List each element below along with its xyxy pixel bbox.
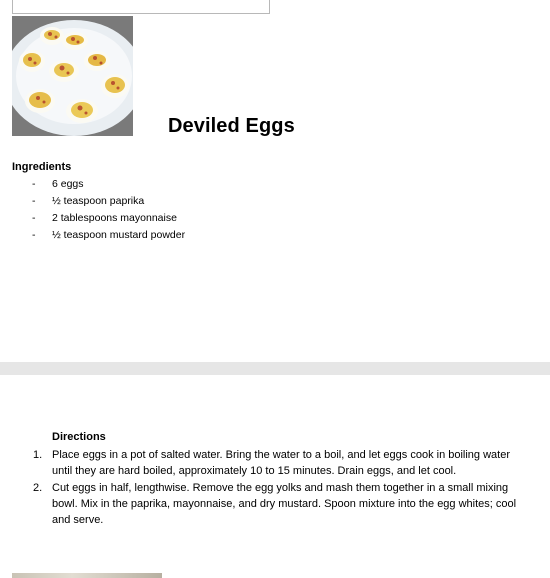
ingredient-text: ½ teaspoon paprika [52,195,145,207]
direction-step [0,480,550,528]
list-bullet: - [32,195,36,207]
list-bullet: - [32,212,36,224]
text-box-frame [12,0,270,14]
ingredient-text: 6 eggs [52,178,84,190]
deviled-eggs-photo [12,16,133,136]
page-break-gap [0,362,550,375]
step-text: Place eggs in a pot of salted water. Bring the water to a boil, and let eggs cook in boiling water until they are hard boiled, approximately 10 to 15 minutes. Drain eggs, and let cool. [52,449,510,477]
list-bullet: - [32,229,36,241]
step-text: Cut eggs in half, lengthwise. Remove the egg yolks and mash them together in a small mixing bowl. Mix in the paprika, mayonnaise, and dry mustard. Spoon mixture into the egg whites; cool and serve. [52,482,517,526]
second-photo-top-edge [12,573,162,578]
directions-heading: Directions [52,431,106,443]
list-bullet: - [32,178,36,190]
ingredients-heading: Ingredients [12,161,72,173]
step-number: 1. [33,449,43,461]
step-number: 2. [33,482,43,494]
ingredient-text: 2 tablespoons mayonnaise [52,212,177,224]
direction-step [0,447,550,479]
recipe-title: Deviled Eggs [168,115,295,137]
directions-list [0,447,550,529]
ingredient-text: ½ teaspoon mustard powder [52,229,186,241]
